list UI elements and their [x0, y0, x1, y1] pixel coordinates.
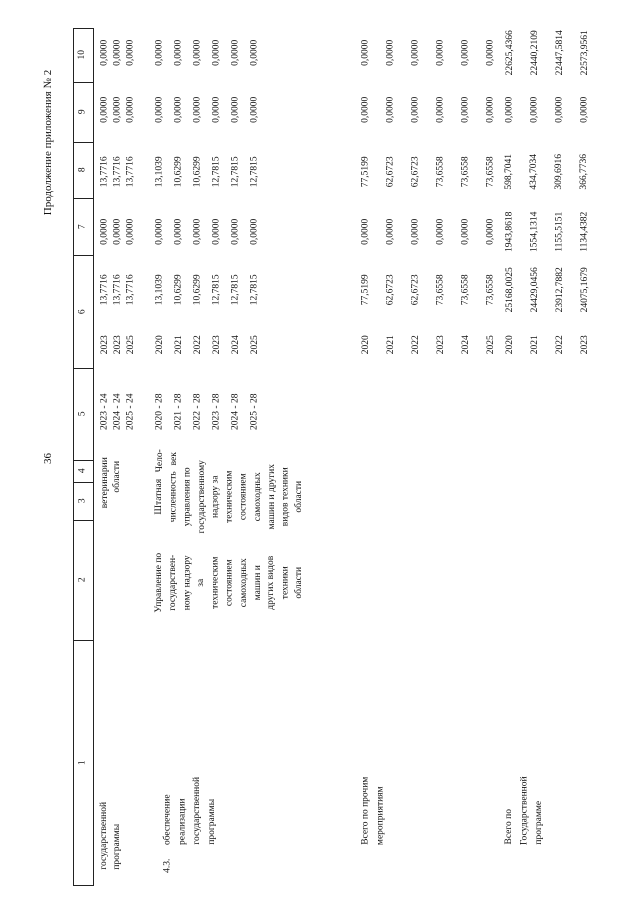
column-header-9: 9	[77, 109, 88, 115]
sec-a-col1-line2: программы	[112, 823, 123, 870]
sec-a-c8: 13,7716	[99, 156, 110, 188]
sec-c-c10: 0,0000	[360, 39, 371, 66]
sec-b-c9: 0,0000	[173, 96, 184, 123]
sec-c-c6: 62,6723	[410, 274, 421, 306]
sec-d-c9: 0,0000	[554, 96, 565, 123]
sec-d-c6: 25168,0025	[504, 267, 515, 313]
sec-b-period: 2022 - 28	[192, 393, 203, 430]
sec-b-col2-line: техническим	[210, 556, 221, 609]
sec-c-c6: 62,6723	[385, 274, 396, 306]
sec-d-c6: 23912,7882	[554, 267, 565, 313]
sec-b-col1-line: государственной	[192, 776, 203, 845]
sec-b-col3-line: машин и других	[266, 464, 277, 530]
column-header-3: 3	[77, 498, 88, 504]
sec-c-c7: 0,0000	[435, 218, 446, 245]
column-header-5: 5	[77, 411, 88, 417]
sec-a-c9: 0,0000	[112, 96, 123, 123]
col-divider-2	[73, 520, 94, 521]
column-header-7: 7	[77, 223, 88, 229]
column-header-8: 8	[77, 167, 88, 173]
sec-a-c7: 0,0000	[99, 218, 110, 245]
sec-d-c10: 22447,5814	[554, 30, 565, 76]
sec-d-c10: 22573,9561	[579, 30, 590, 76]
sec-a-period: 2025 - 24	[125, 393, 136, 430]
sec-b-c10: 0,0000	[230, 39, 241, 66]
sec-b-year: 2021	[173, 335, 184, 355]
sec-a-period: 2023 - 24	[99, 393, 110, 430]
col-divider-6	[73, 255, 94, 256]
sec-a-c9: 0,0000	[99, 96, 110, 123]
table-header-divider	[93, 28, 94, 885]
sec-a-col3-line1: ветеринарии	[99, 456, 110, 508]
sec-a-c8: 13,7716	[125, 156, 136, 188]
sec-b-c6: 12,7815	[249, 274, 260, 306]
sec-b-year: 2025	[249, 335, 260, 355]
sec-b-number: 4.3.	[162, 858, 173, 873]
sec-c-c7: 0,0000	[360, 218, 371, 245]
sec-b-col1-line: реализации	[177, 798, 188, 845]
sec-d-c8: 309,6916	[554, 153, 565, 190]
sec-b-col2-line: других видов	[266, 555, 277, 610]
sec-c-c10: 0,0000	[460, 39, 471, 66]
sec-b-col2-line: техники	[280, 566, 291, 600]
sec-b-c9: 0,0000	[211, 96, 222, 123]
sec-c-label-line2: мероприятиям	[375, 785, 386, 845]
sec-c-year: 2024	[460, 335, 471, 355]
sec-d-c8: 434,7034	[529, 153, 540, 190]
sec-b-c10: 0,0000	[211, 39, 222, 66]
sec-b-c6: 12,7815	[230, 274, 241, 306]
sec-b-c8: 10,6299	[173, 156, 184, 188]
sec-c-c6: 77,5199	[360, 274, 371, 306]
sec-d-c6: 24075,1679	[579, 267, 590, 313]
sec-a-c10: 0,0000	[99, 39, 110, 66]
sec-d-c7: 1554,1314	[529, 211, 540, 252]
sec-b-c8: 12,7815	[249, 156, 260, 188]
sec-b-c6: 10,6299	[192, 274, 203, 306]
sec-c-c7: 0,0000	[460, 218, 471, 245]
col-divider-10	[73, 28, 94, 29]
sec-b-col3-line: самоходных	[252, 472, 263, 522]
sec-b-period: 2024 - 28	[230, 393, 241, 430]
sec-b-c6: 13,1039	[154, 274, 165, 306]
sec-b-col4-line2: век	[168, 451, 179, 465]
sec-c-c8: 77,5199	[360, 156, 371, 188]
column-header-2: 2	[77, 577, 88, 583]
sec-b-c7: 0,0000	[192, 218, 203, 245]
sec-b-c9: 0,0000	[192, 96, 203, 123]
sec-b-col3-line: численность	[168, 471, 179, 523]
sec-d-c8: 598,7041	[504, 153, 515, 190]
column-header-10: 10	[77, 50, 87, 60]
sec-b-c10: 0,0000	[154, 39, 165, 66]
sec-b-col2-line: самоходных	[238, 558, 249, 608]
sec-c-c6: 73,6558	[460, 274, 471, 306]
sec-b-col2-line: состоянием	[224, 559, 235, 607]
sec-b-c7: 0,0000	[173, 218, 184, 245]
sec-b-col3-line: техническим	[224, 470, 235, 523]
col-divider-9	[73, 82, 94, 83]
sec-b-c9: 0,0000	[154, 96, 165, 123]
sec-c-c7: 0,0000	[385, 218, 396, 245]
sec-d-c10: 22625,4366	[504, 30, 515, 76]
sec-b-c10: 0,0000	[173, 39, 184, 66]
sec-b-c6: 10,6299	[173, 274, 184, 306]
sec-a-c6: 13,7716	[112, 274, 123, 306]
sec-b-period: 2025 - 28	[249, 393, 260, 430]
sec-c-c8: 62,6723	[385, 156, 396, 188]
sec-c-c8: 73,6558	[485, 156, 496, 188]
sec-a-c9: 0,0000	[125, 96, 136, 123]
sec-d-label-line3: программе	[534, 800, 545, 845]
sec-b-year: 2023	[211, 335, 222, 355]
sec-c-c7: 0,0000	[410, 218, 421, 245]
sec-d-year: 2023	[579, 335, 590, 355]
sec-b-c8: 10,6299	[192, 156, 203, 188]
sec-a-year: 2023	[99, 335, 110, 355]
sec-b-col2-line: Управление по	[154, 552, 165, 613]
sec-d-c9: 0,0000	[504, 96, 515, 123]
sec-b-col1-line: программы	[207, 798, 218, 845]
sec-a-year: 2025	[125, 335, 136, 355]
sec-b-c6: 12,7815	[211, 274, 222, 306]
sec-d-c8: 366,7736	[579, 153, 590, 190]
sec-b-year: 2022	[192, 335, 203, 355]
table-bottom-edge	[73, 885, 94, 886]
sec-c-year: 2021	[385, 335, 396, 355]
sec-c-c10: 0,0000	[435, 39, 446, 66]
sec-b-col2-line: области	[294, 566, 305, 599]
sec-b-col2-line: за	[196, 578, 207, 587]
sec-c-c9: 0,0000	[385, 96, 396, 123]
sec-c-c9: 0,0000	[435, 96, 446, 123]
sec-d-year: 2021	[529, 335, 540, 355]
sec-c-c7: 0,0000	[485, 218, 496, 245]
sec-b-col2-line: государствен-	[168, 554, 179, 611]
col-divider-3	[73, 482, 94, 483]
sec-d-label-line1: Всего по	[504, 808, 515, 845]
sec-c-year: 2020	[360, 335, 371, 355]
sec-d-c6: 24429,0456	[529, 267, 540, 313]
col-divider-5	[73, 368, 94, 369]
continuation-title: Продолжение приложения № 2	[41, 69, 54, 216]
sec-d-c9: 0,0000	[579, 96, 590, 123]
sec-a-c6: 13,7716	[99, 274, 110, 306]
sec-c-c10: 0,0000	[410, 39, 421, 66]
sec-b-c9: 0,0000	[230, 96, 241, 123]
sec-d-year: 2022	[554, 335, 565, 355]
sec-d-label-line2: Государственной	[519, 775, 530, 845]
sec-a-col3-line2: области	[112, 460, 123, 493]
sec-b-col2-line: машин и	[252, 565, 263, 601]
sec-b-c7: 0,0000	[211, 218, 222, 245]
sec-b-col3-line: надзору за	[210, 475, 221, 518]
sec-c-c10: 0,0000	[485, 39, 496, 66]
sec-b-c9: 0,0000	[249, 96, 260, 123]
sec-c-c6: 73,6558	[435, 274, 446, 306]
sec-c-c8: 73,6558	[435, 156, 446, 188]
sec-b-c8: 13,1039	[154, 156, 165, 188]
sec-b-period: 2023 - 28	[211, 393, 222, 430]
sec-c-year: 2023	[435, 335, 446, 355]
page-number: 36	[41, 452, 54, 464]
table-border-left	[73, 28, 74, 885]
sec-c-c10: 0,0000	[385, 39, 396, 66]
sec-a-c6: 13,7716	[125, 274, 136, 306]
sec-c-c8: 62,6723	[410, 156, 421, 188]
col-divider-1	[73, 640, 94, 641]
sec-b-col4-line1: Чело-	[154, 448, 165, 472]
sec-b-col3-line: состоянием	[238, 473, 249, 521]
sec-b-year: 2020	[154, 335, 165, 355]
sec-d-c10: 22440,2109	[529, 30, 540, 76]
sec-b-c8: 12,7815	[211, 156, 222, 188]
sec-b-year: 2024	[230, 335, 241, 355]
sec-c-c9: 0,0000	[410, 96, 421, 123]
sec-a-period: 2024 - 24	[112, 393, 123, 430]
sec-c-label-line1: Всего по прочим	[360, 776, 371, 845]
sec-c-year: 2022	[410, 335, 421, 355]
sec-a-col1-line1: государственной	[99, 801, 110, 870]
sec-b-c7: 0,0000	[154, 218, 165, 245]
sec-b-c8: 12,7815	[230, 156, 241, 188]
sec-a-c10: 0,0000	[125, 39, 136, 66]
sec-a-year: 2023	[112, 335, 123, 355]
sec-c-c6: 73,6558	[485, 274, 496, 306]
sec-b-col3-line: управления по	[182, 467, 193, 527]
sec-c-c9: 0,0000	[485, 96, 496, 123]
sec-c-c9: 0,0000	[460, 96, 471, 123]
sec-c-year: 2025	[485, 335, 496, 355]
sec-d-c7: 1943,8618	[504, 211, 515, 252]
sec-b-period: 2020 - 28	[154, 393, 165, 430]
sec-a-c7: 0,0000	[112, 218, 123, 245]
sec-a-c10: 0,0000	[112, 39, 123, 66]
sec-b-col2-line: ному надзору	[182, 555, 193, 611]
sec-b-col3-line: государственному	[196, 460, 207, 534]
sec-b-c7: 0,0000	[230, 218, 241, 245]
sec-a-c8: 13,7716	[112, 156, 123, 188]
sec-c-c8: 73,6558	[460, 156, 471, 188]
sec-d-c7: 1134,4382	[579, 211, 590, 252]
column-header-6: 6	[77, 308, 88, 314]
sec-b-col3-line: Штатная	[154, 478, 165, 515]
sec-d-c9: 0,0000	[529, 96, 540, 123]
sec-b-col3-line: видов техники	[280, 467, 291, 527]
sec-b-col3-line: области	[294, 480, 305, 513]
col-divider-4	[73, 460, 94, 461]
col-divider-8	[73, 142, 94, 143]
sec-b-col1-line: обеспечение	[162, 793, 173, 845]
sec-d-c7: 1155,5151	[554, 211, 565, 252]
sec-a-c7: 0,0000	[125, 218, 136, 245]
sec-b-period: 2021 - 28	[173, 393, 184, 430]
sec-c-c9: 0,0000	[360, 96, 371, 123]
column-header-4: 4	[77, 468, 88, 474]
col-divider-7	[73, 198, 94, 199]
column-header-1: 1	[77, 759, 88, 765]
sec-b-c10: 0,0000	[249, 39, 260, 66]
sec-b-c7: 0,0000	[249, 218, 260, 245]
sec-b-c10: 0,0000	[192, 39, 203, 66]
sec-d-year: 2020	[504, 335, 515, 355]
